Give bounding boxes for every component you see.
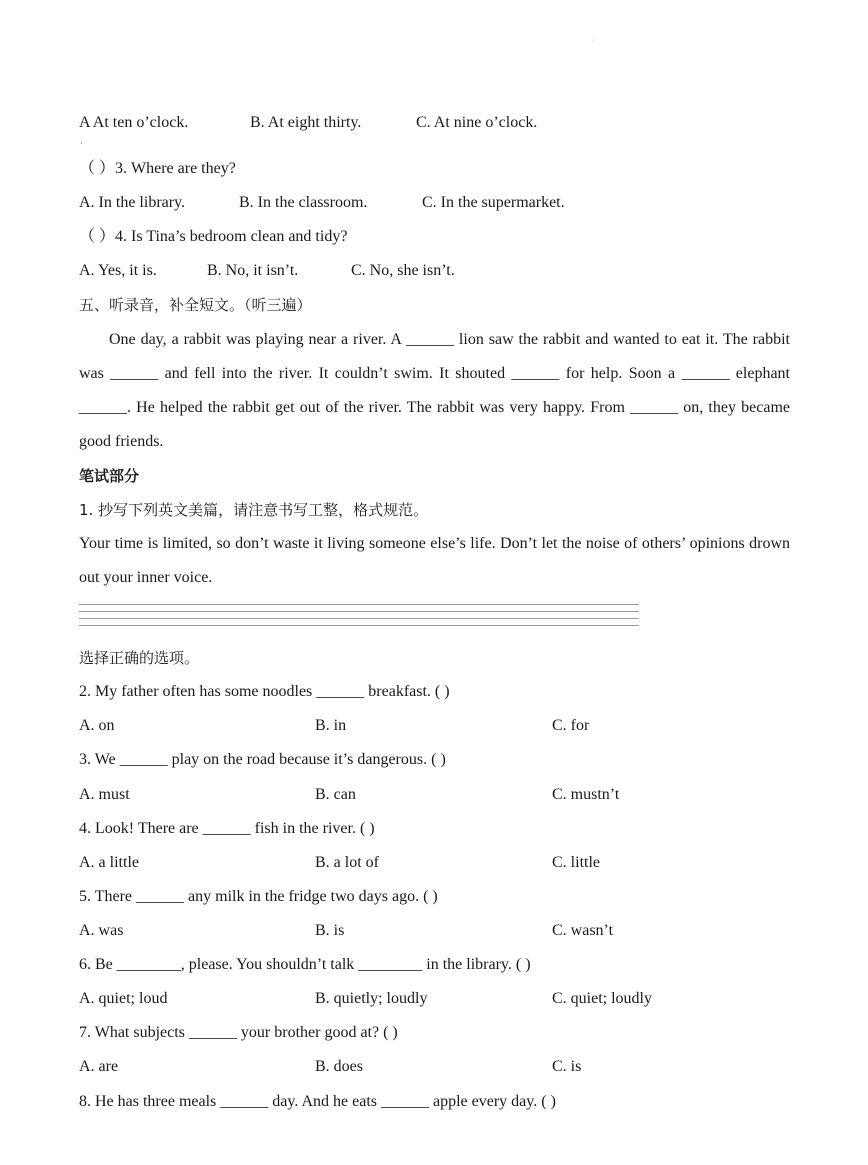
- question-7-stem: 7. What subjects ______ your brother good at? ( ): [79, 1024, 398, 1041]
- question-5-stem: 5. There ______ any milk in the fridge two days ago. ( ): [79, 888, 438, 905]
- question-2-stem: 2. My father often has some noodles ______ breakfast. ( ): [79, 683, 450, 700]
- question-6-option-b: B. quietly; loudly: [315, 990, 428, 1007]
- question-5-option-c: C. wasn’t: [552, 922, 614, 939]
- question-8-stem: 8. He has three meals ______ day. And he eats ______ apple every day. ( ): [79, 1093, 556, 1110]
- question-2-option-c: C. for: [552, 717, 590, 734]
- q4-option-b: B. No, it isn’t.: [207, 262, 299, 279]
- written-part-title: 笔试部分: [79, 467, 140, 485]
- scan-dot: ·: [592, 38, 594, 44]
- question-4-option-a: A. a little: [79, 854, 139, 871]
- choose-title: 选择正确的选项。: [79, 649, 200, 667]
- section-5-title: 五、听录音，补全短文。（听三遍）: [79, 296, 312, 314]
- question-2-option-b: B. in: [315, 717, 347, 734]
- q3-option-a: A. In the library.: [79, 194, 186, 211]
- scan-dot: ·: [80, 139, 83, 148]
- question-5-option-b: B. is: [315, 922, 345, 939]
- question-3-option-b: B. can: [315, 786, 356, 803]
- handwriting-lines[interactable]: [79, 604, 639, 632]
- q3-stem: （ ）3. Where are they?: [79, 160, 236, 177]
- question-6-stem: 6. Be ________, please. You shouldn’t talk ________ in the library. ( ): [79, 956, 531, 973]
- question-4-option-b: B. a lot of: [315, 854, 379, 871]
- q3-option-c: C. In the supermarket.: [422, 194, 565, 211]
- question-4-option-c: C. little: [552, 854, 600, 871]
- question-4-stem: 4. Look! There are ______ fish in the river. ( ): [79, 820, 375, 837]
- q4-stem: （ ）4. Is Tina’s bedroom clean and tidy?: [79, 228, 348, 245]
- question-6-option-c: C. quiet; loudly: [552, 990, 652, 1007]
- q2-option-c: C. At nine o’clock.: [416, 114, 538, 131]
- q2-option-b: B. At eight thirty.: [250, 114, 362, 131]
- question-7-option-c: C. is: [552, 1058, 582, 1075]
- question-6-option-a: A. quiet; loud: [79, 990, 168, 1007]
- q4-option-c: C. No, she isn’t.: [351, 262, 455, 279]
- question-2-option-a: A. on: [79, 717, 115, 734]
- question-7-option-b: B. does: [315, 1058, 363, 1075]
- question-3-option-a: A. must: [79, 786, 130, 803]
- cloze-passage: [79, 323, 790, 459]
- question-3-stem: 3. We ______ play on the road because it’s dangerous. ( ): [79, 751, 446, 768]
- q3-option-b: B. In the classroom.: [239, 194, 368, 211]
- question-3-option-c: C. mustn’t: [552, 786, 620, 803]
- question-7-option-a: A. are: [79, 1058, 119, 1075]
- copy-instruction: 1. 抄写下列英文美篇，请注意书写工整，格式规范。: [79, 501, 429, 519]
- q4-option-a: A. Yes, it is.: [79, 262, 157, 279]
- question-5-option-a: A. was: [79, 922, 124, 939]
- q2-option-a: A At ten o’clock.: [79, 114, 189, 131]
- copy-text: Your time is limited, so don’t waste it living someone else’s life. Don’t let the noise of others’ opinions drown out your inner voice.: [79, 535, 790, 586]
- passage-text: One day, a rabbit was playing near a river. A ______ lion saw the rabbit and wanted to eat it. The rabbit was ______ and fell into the river. It couldn’t swim. It shouted ______ for help. Soon a ______ elephant ______. He helped the rabbit get out of the river. The rabbit was very happy. From ______ on, they became good friends.: [79, 331, 790, 450]
